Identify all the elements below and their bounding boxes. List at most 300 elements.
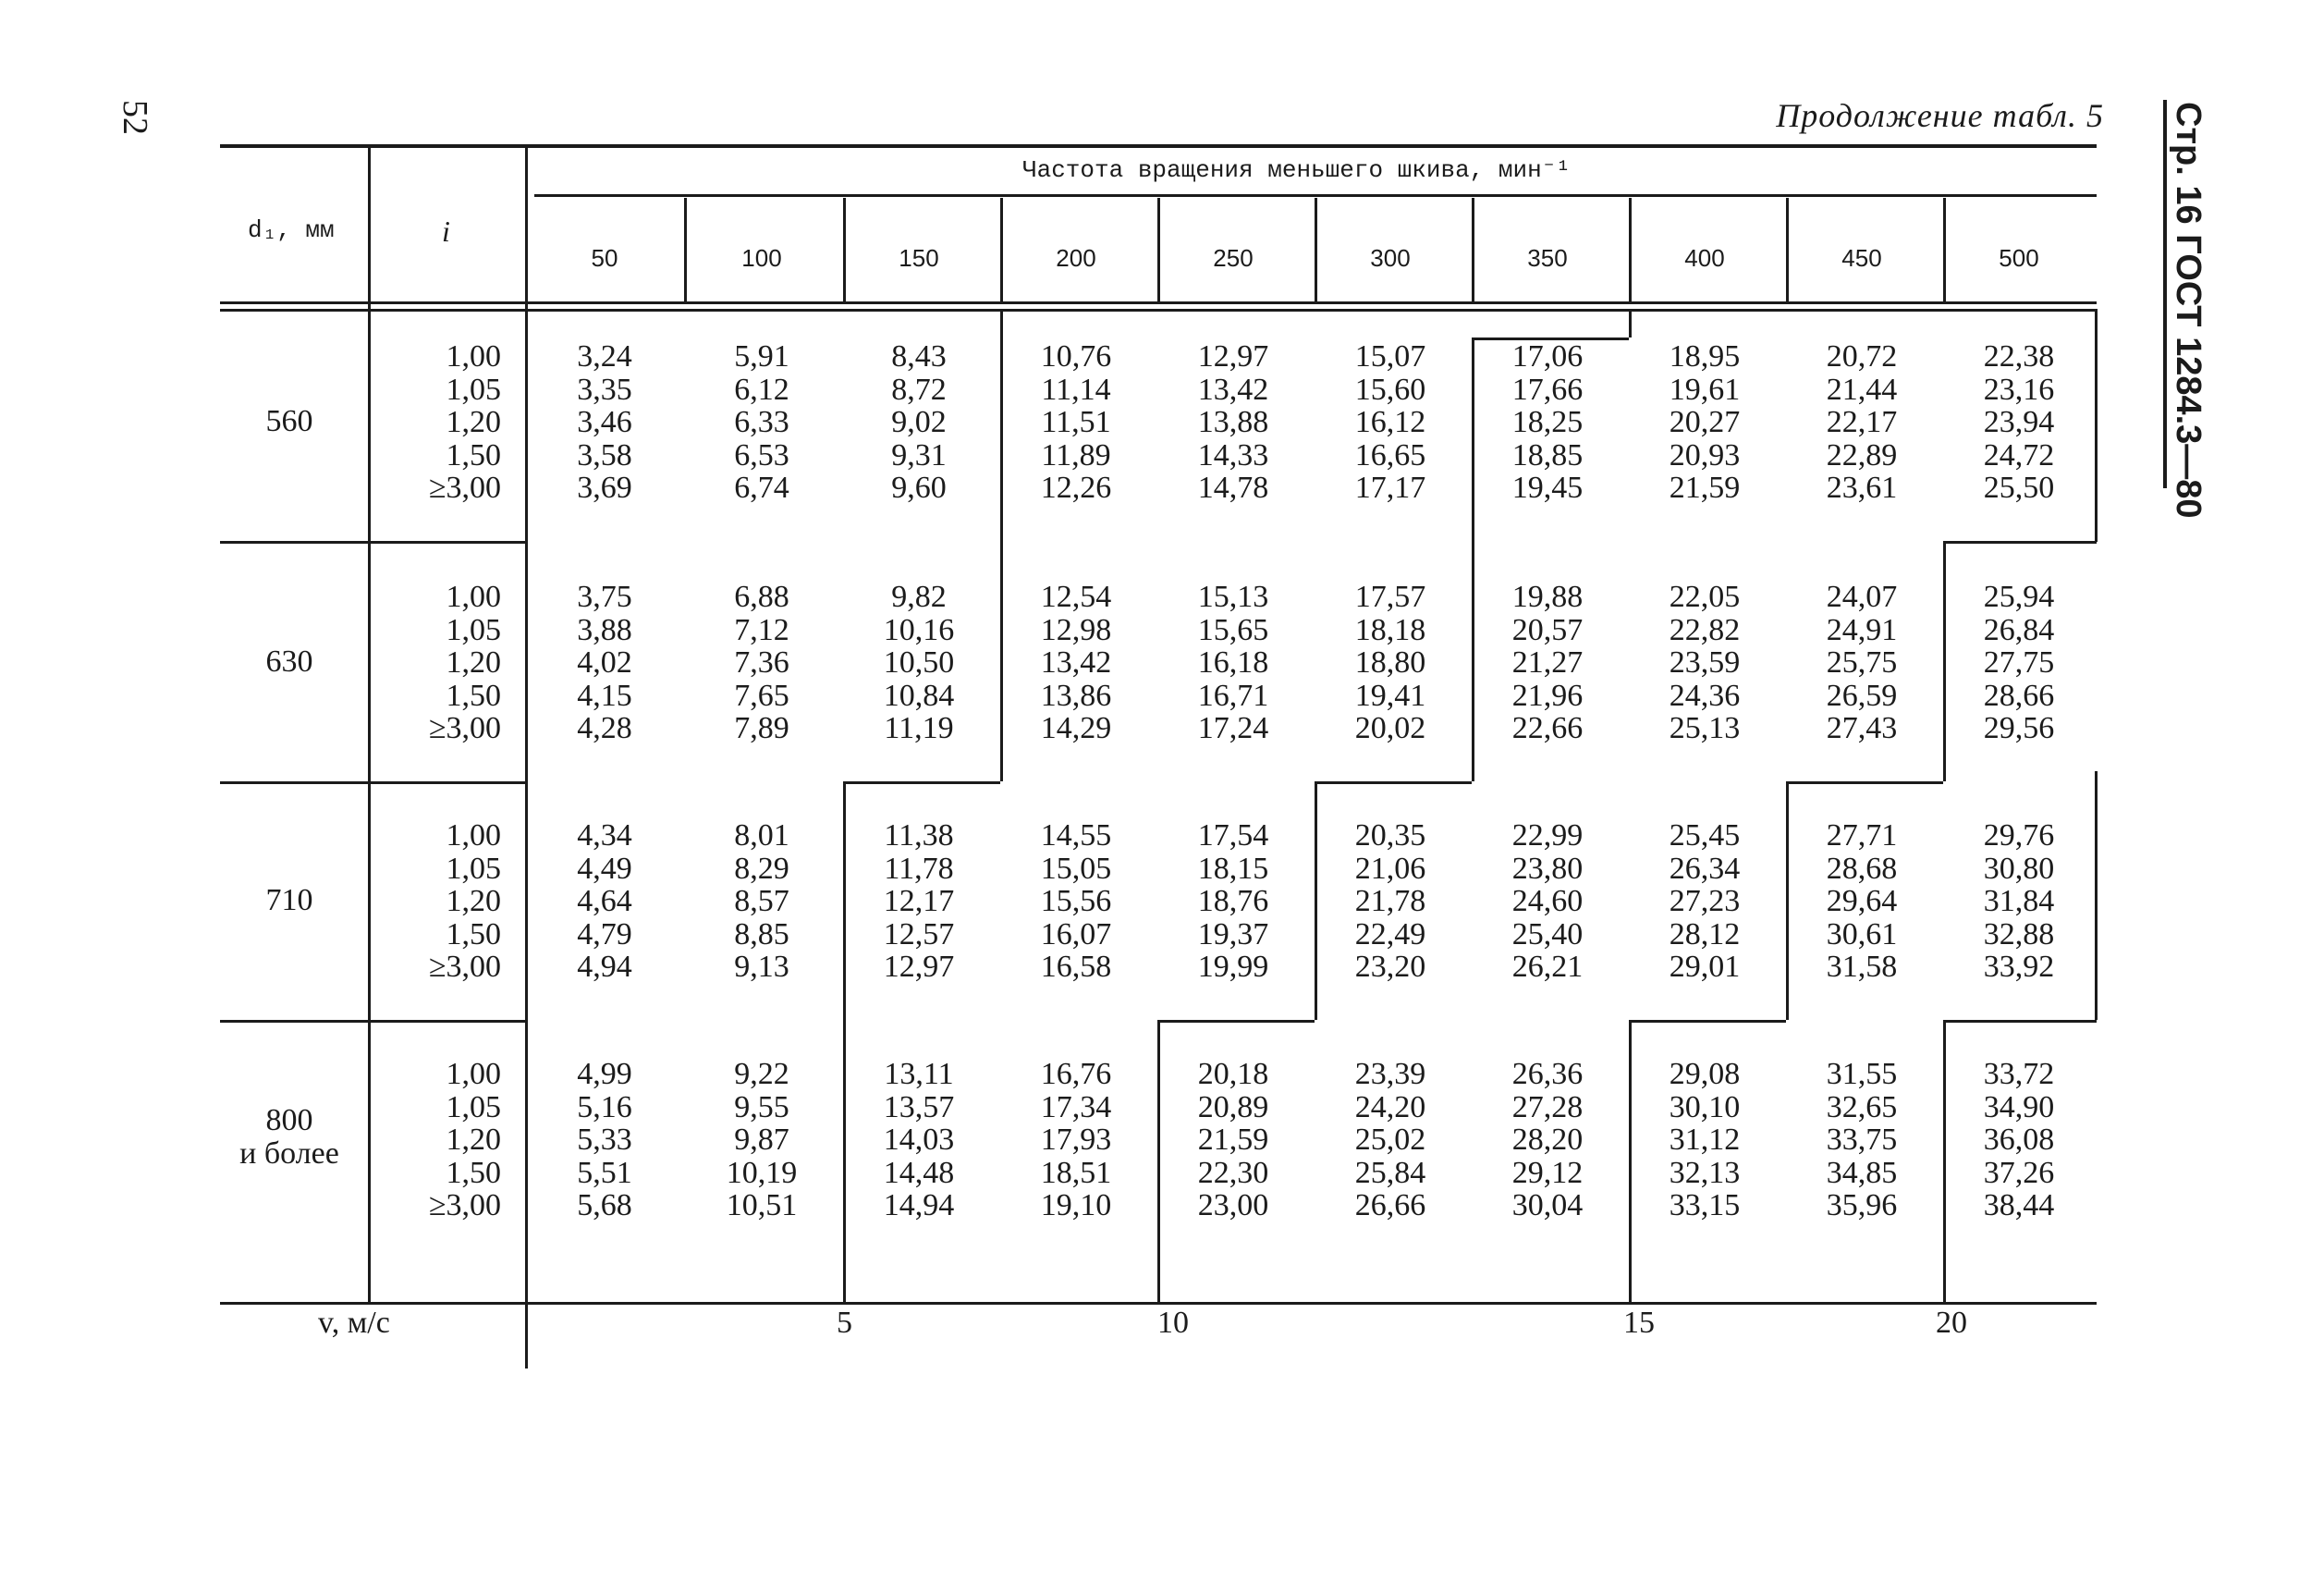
table-cell: 32,13 — [1669, 1155, 1741, 1190]
table-cell: 23,39 — [1354, 1057, 1426, 1091]
table-cell: 9,31 — [891, 437, 947, 473]
i-value: 1,05 — [446, 851, 501, 886]
table-cell: 10,76 — [1040, 339, 1112, 374]
table-cell: 7,65 — [734, 678, 789, 713]
table-cell: 30,61 — [1826, 916, 1898, 951]
table-cell: 19,10 — [1040, 1188, 1112, 1222]
table-cell: 9,13 — [734, 950, 789, 984]
table-cell: 17,57 — [1354, 580, 1426, 614]
table-cell: 8,57 — [734, 884, 789, 918]
value-column-200 — [998, 1058, 1154, 1222]
value-column-300 — [1313, 340, 1468, 505]
table-cell: 12,17 — [883, 884, 955, 918]
table-cell: 11,51 — [1041, 405, 1111, 439]
table-cell: 27,71 — [1826, 818, 1898, 853]
value-column-450 — [1784, 340, 1939, 505]
table-cell: 7,12 — [734, 612, 789, 647]
top-rule — [220, 144, 2097, 148]
table-cell: 13,42 — [1040, 645, 1112, 680]
table-cell: 12,97 — [883, 950, 955, 984]
col-header-100: 100 — [741, 244, 782, 272]
header-bottom-rule-2 — [220, 309, 2097, 312]
col-divider-d1 — [368, 148, 371, 1302]
table-cell: 14,48 — [883, 1155, 955, 1190]
table-cell: 30,80 — [1983, 851, 2055, 886]
col-header-350: 350 — [1527, 244, 1568, 272]
table-cell: 16,76 — [1040, 1057, 1112, 1091]
table-cell: 26,21 — [1511, 950, 1584, 984]
table-cell: 30,04 — [1511, 1188, 1584, 1222]
table-cell: 10,16 — [883, 612, 955, 647]
table-cell: 22,38 — [1983, 339, 2055, 374]
table-cell: 3,58 — [577, 437, 632, 473]
i-value: 1,20 — [446, 645, 501, 680]
table-cell: 5,68 — [577, 1188, 632, 1222]
table-cell: 23,80 — [1511, 851, 1584, 886]
table-cell: 9,22 — [734, 1057, 789, 1091]
header-bottom-rule-1 — [220, 301, 2097, 304]
value-column-350 — [1470, 1058, 1625, 1222]
table-cell: 12,54 — [1040, 580, 1112, 614]
v-boundary-15-step-b — [1786, 781, 1943, 784]
value-column-500 — [1941, 340, 2097, 505]
value-column-350 — [1470, 340, 1625, 505]
d1-value-1: 630 — [265, 644, 313, 679]
value-column-150 — [841, 819, 997, 984]
table-cell: 11,38 — [884, 818, 954, 853]
value-column-150 — [841, 340, 997, 505]
table-cell: 20,35 — [1354, 818, 1426, 853]
d1-value-3 — [220, 1104, 359, 1171]
side-rule — [2163, 100, 2167, 488]
value-column-500 — [1941, 581, 2097, 745]
col-header-250: 250 — [1213, 244, 1254, 272]
table-cell: 25,45 — [1669, 818, 1741, 853]
table-cell: 16,12 — [1354, 405, 1426, 439]
table-cell: 3,35 — [577, 372, 632, 407]
table-cell: 28,20 — [1511, 1123, 1584, 1157]
table-cell: 34,90 — [1983, 1089, 2055, 1124]
d1-number: 800 — [265, 1103, 313, 1137]
table-cell: 31,55 — [1826, 1057, 1898, 1091]
table-cell: 21,44 — [1826, 372, 1898, 407]
value-column-300 — [1313, 819, 1468, 984]
table-cell: 4,49 — [577, 851, 632, 886]
table-cell: 31,12 — [1669, 1123, 1741, 1157]
table-cell: 17,17 — [1354, 471, 1426, 505]
table-cell: 29,12 — [1511, 1155, 1584, 1190]
table-cell: 9,02 — [891, 405, 947, 439]
table-cell: 9,60 — [891, 471, 947, 505]
table-cell: 22,89 — [1826, 437, 1898, 473]
table-cell: 3,75 — [577, 580, 632, 614]
table-cell: 4,15 — [577, 678, 632, 713]
table-cell: 9,55 — [734, 1089, 789, 1124]
value-column-200 — [998, 340, 1154, 505]
table-cell: 22,49 — [1354, 916, 1426, 951]
table-cell: 29,56 — [1983, 711, 2055, 745]
i-value: 1,50 — [446, 678, 501, 713]
table-cell: 29,64 — [1826, 884, 1898, 918]
i-value: 1,50 — [446, 916, 501, 951]
page-number: 52 — [116, 100, 154, 135]
table-cell: 18,85 — [1511, 437, 1584, 473]
table-cell: 15,65 — [1197, 612, 1269, 647]
table-cell: 11,19 — [884, 711, 954, 745]
table-cell: 12,98 — [1040, 612, 1112, 647]
col-header-200: 200 — [1056, 244, 1096, 272]
value-column-350 — [1470, 819, 1625, 984]
velocity-label: v, м/с — [318, 1306, 390, 1340]
i-value: 1,20 — [446, 405, 501, 439]
table-cell: 8,85 — [734, 916, 789, 951]
table-cell: 20,27 — [1669, 405, 1741, 439]
table-cell: 4,02 — [577, 645, 632, 680]
table-cell: 23,61 — [1826, 471, 1898, 505]
v-boundary-15-step-c — [1943, 541, 2097, 544]
table-cell: 27,28 — [1511, 1089, 1584, 1124]
value-column-350 — [1470, 581, 1625, 745]
table-cell: 15,07 — [1354, 339, 1426, 374]
col-header-450: 450 — [1841, 244, 1882, 272]
i-values-group-1 — [379, 581, 501, 745]
col-header-300: 300 — [1370, 244, 1411, 272]
table-cell: 9,87 — [734, 1123, 789, 1157]
table-cell: 24,07 — [1826, 580, 1898, 614]
v-boundary-20-step — [1943, 1020, 2097, 1023]
table-cell: 26,36 — [1511, 1057, 1584, 1091]
table-cell: 9,82 — [891, 580, 947, 614]
value-column-400 — [1627, 581, 1782, 745]
table-cell: 17,93 — [1040, 1123, 1112, 1157]
table-cell: 29,76 — [1983, 818, 2055, 853]
value-column-50 — [527, 340, 682, 505]
table-cell: 17,54 — [1197, 818, 1269, 853]
table-cell: 11,14 — [1041, 372, 1111, 407]
table-cell: 14,94 — [883, 1188, 955, 1222]
value-column-250 — [1156, 819, 1311, 984]
table-cell: 10,84 — [883, 678, 955, 713]
i-header: i — [442, 215, 450, 248]
col-header-500: 500 — [1999, 244, 2039, 272]
i-value: 1,05 — [446, 1089, 501, 1124]
value-column-50 — [527, 819, 682, 984]
value-column-300 — [1313, 581, 1468, 745]
table-cell: 6,88 — [734, 580, 789, 614]
table-cell: 4,79 — [577, 916, 632, 951]
table-cell: 11,89 — [1041, 437, 1111, 473]
table-cell: 15,05 — [1040, 851, 1112, 886]
i-value: ≥3,00 — [428, 1188, 501, 1222]
table-cell: 15,13 — [1197, 580, 1269, 614]
table-cell: 24,36 — [1669, 678, 1741, 713]
table-cell: 21,96 — [1511, 678, 1584, 713]
table-cell: 10,19 — [726, 1155, 798, 1190]
table-cell: 18,80 — [1354, 645, 1426, 680]
value-column-400 — [1627, 1058, 1782, 1222]
table-cell: 21,59 — [1669, 471, 1741, 505]
table-cell: 3,46 — [577, 405, 632, 439]
table-cell: 12,97 — [1197, 339, 1269, 374]
table-cell: 28,12 — [1669, 916, 1741, 951]
table-cell: 19,37 — [1197, 916, 1269, 951]
table-cell: 11,78 — [884, 851, 954, 886]
table-cell: 21,78 — [1354, 884, 1426, 918]
table-cell: 20,02 — [1354, 711, 1426, 745]
table-cell: 7,36 — [734, 645, 789, 680]
row-rule-560 — [220, 541, 525, 544]
table-cell: 25,13 — [1669, 711, 1741, 745]
table-cell: 31,58 — [1826, 950, 1898, 984]
col-header-50: 50 — [591, 244, 618, 272]
table-cell: 18,15 — [1197, 851, 1269, 886]
table-cell: 13,11 — [884, 1057, 954, 1091]
table-cell: 3,24 — [577, 339, 632, 374]
v-boundary-10-step-a — [1157, 1020, 1315, 1023]
continuation-title: Продолжение табл. 5 — [1776, 97, 2104, 134]
i-value: 1,05 — [446, 372, 501, 407]
side-standard-code: Стр. 16 ГОСТ 1284.3—80 — [2169, 102, 2208, 519]
table-cell: 23,16 — [1983, 372, 2055, 407]
table-cell: 33,75 — [1826, 1123, 1898, 1157]
value-column-450 — [1784, 819, 1939, 984]
value-column-50 — [527, 1058, 682, 1222]
table-cell: 33,92 — [1983, 950, 2055, 984]
table-cell: 25,84 — [1354, 1155, 1426, 1190]
value-column-100 — [684, 1058, 839, 1222]
table-cell: 6,12 — [734, 372, 789, 407]
value-column-400 — [1627, 340, 1782, 505]
table-cell: 20,18 — [1197, 1057, 1269, 1091]
table-cell: 18,51 — [1040, 1155, 1112, 1190]
v-boundary-15-step-a — [1629, 1020, 1786, 1023]
table-cell: 22,30 — [1197, 1155, 1269, 1190]
table-cell: 8,43 — [891, 339, 947, 374]
table-cell: 17,24 — [1197, 711, 1269, 745]
col-header-400: 400 — [1684, 244, 1725, 272]
d1-header: d₁, мм — [248, 216, 335, 244]
value-column-250 — [1156, 581, 1311, 745]
table-cell: 33,15 — [1669, 1188, 1741, 1222]
table-cell: 31,84 — [1983, 884, 2055, 918]
table-cell: 19,45 — [1511, 471, 1584, 505]
i-value: 1,20 — [446, 1123, 501, 1157]
i-value: 1,00 — [446, 339, 501, 374]
table-cell: 22,17 — [1826, 405, 1898, 439]
table-cell: 13,88 — [1197, 405, 1269, 439]
table-cell: 12,26 — [1040, 471, 1112, 505]
velocity-tick-15: 15 — [1623, 1306, 1655, 1340]
i-value: 1,50 — [446, 1155, 501, 1190]
table-cell: 27,75 — [1983, 645, 2055, 680]
value-column-250 — [1156, 1058, 1311, 1222]
table-cell: 13,57 — [883, 1089, 955, 1124]
table-cell: 19,61 — [1669, 372, 1741, 407]
table-cell: 25,50 — [1983, 471, 2055, 505]
table-cell: 21,27 — [1511, 645, 1584, 680]
i-value: 1,00 — [446, 1057, 501, 1091]
table-cell: 6,33 — [734, 405, 789, 439]
table-cell: 34,85 — [1826, 1155, 1898, 1190]
table-cell: 36,08 — [1983, 1123, 2055, 1157]
table-cell: 20,89 — [1197, 1089, 1269, 1124]
table-cell: 20,93 — [1669, 437, 1741, 473]
value-column-50 — [527, 581, 682, 745]
table-cell: 25,75 — [1826, 645, 1898, 680]
table-cell: 35,96 — [1826, 1188, 1898, 1222]
table-cell: 12,57 — [883, 916, 955, 951]
value-column-150 — [841, 1058, 997, 1222]
table-cell: 14,03 — [883, 1123, 955, 1157]
table-cell: 13,42 — [1197, 372, 1269, 407]
table-cell: 26,59 — [1826, 678, 1898, 713]
table-cell: 23,00 — [1197, 1188, 1269, 1222]
value-column-500 — [1941, 1058, 2097, 1222]
v-boundary-10-top — [1629, 309, 1632, 338]
frequency-header: Частота вращения меньшего шкива, мин⁻¹ — [1022, 156, 1571, 184]
table-cell: 18,18 — [1354, 612, 1426, 647]
i-value: 1,05 — [446, 612, 501, 647]
table-cell: 22,82 — [1669, 612, 1741, 647]
col-header-150: 150 — [899, 244, 939, 272]
table-cell: 26,34 — [1669, 851, 1741, 886]
i-value: 1,20 — [446, 884, 501, 918]
value-column-150 — [841, 581, 997, 745]
table-cell: 3,88 — [577, 612, 632, 647]
velocity-tick-10: 10 — [1157, 1306, 1189, 1340]
table-cell: 27,43 — [1826, 711, 1898, 745]
table-cell: 22,99 — [1511, 818, 1584, 853]
table-cell: 10,51 — [726, 1188, 798, 1222]
table-cell: 8,29 — [734, 851, 789, 886]
freq-underline — [534, 194, 2097, 197]
i-values-group-0 — [379, 340, 501, 505]
table-cell: 14,55 — [1040, 818, 1112, 853]
table-cell: 5,51 — [577, 1155, 632, 1190]
table-cell: 32,65 — [1826, 1089, 1898, 1124]
table-cell: 26,66 — [1354, 1188, 1426, 1222]
table-cell: 28,66 — [1983, 678, 2055, 713]
table-cell: 14,33 — [1197, 437, 1269, 473]
table-cell: 26,84 — [1983, 612, 2055, 647]
value-column-400 — [1627, 819, 1782, 984]
table-cell: 23,59 — [1669, 645, 1741, 680]
table-cell: 14,29 — [1040, 711, 1112, 745]
table-bottom-rule — [220, 1302, 2097, 1305]
value-column-100 — [684, 581, 839, 745]
i-values-group-2 — [379, 819, 501, 984]
table-cell: 27,23 — [1669, 884, 1741, 918]
velocity-tick-5: 5 — [837, 1306, 852, 1340]
table-cell: 23,94 — [1983, 405, 2055, 439]
table-cell: 16,71 — [1197, 678, 1269, 713]
table-cell: 24,91 — [1826, 612, 1898, 647]
table-cell: 18,76 — [1197, 884, 1269, 918]
table-cell: 28,68 — [1826, 851, 1898, 886]
table-cell: 20,72 — [1826, 339, 1898, 374]
row-rule-710 — [220, 1020, 525, 1023]
table-cell: 4,99 — [577, 1057, 632, 1091]
v-boundary-5-step — [843, 781, 1000, 784]
table-cell: 16,18 — [1197, 645, 1269, 680]
table-cell: 4,64 — [577, 884, 632, 918]
table-cell: 30,10 — [1669, 1089, 1741, 1124]
table-cell: 29,08 — [1669, 1057, 1741, 1091]
table-cell: 25,02 — [1354, 1123, 1426, 1157]
table-cell: 6,74 — [734, 471, 789, 505]
d1-value-0: 560 — [265, 404, 313, 438]
table-cell: 22,05 — [1669, 580, 1741, 614]
table-cell: 19,88 — [1511, 580, 1584, 614]
value-column-450 — [1784, 1058, 1939, 1222]
table-cell: 18,95 — [1669, 339, 1741, 374]
table-cell: 16,07 — [1040, 916, 1112, 951]
table-cell: 5,91 — [734, 339, 789, 374]
table-cell: 10,50 — [883, 645, 955, 680]
table-cell: 13,86 — [1040, 678, 1112, 713]
table-cell: 4,34 — [577, 818, 632, 853]
table-cell: 17,06 — [1511, 339, 1584, 374]
velocity-tick-20: 20 — [1936, 1306, 1967, 1340]
table-cell: 5,16 — [577, 1089, 632, 1124]
table-cell: 8,01 — [734, 818, 789, 853]
row-rule-630 — [220, 781, 525, 784]
i-value: 1,00 — [446, 580, 501, 614]
table-cell: 18,25 — [1511, 405, 1584, 439]
table-cell: 25,94 — [1983, 580, 2055, 614]
table-cell: 20,57 — [1511, 612, 1584, 647]
table-cell: 25,40 — [1511, 916, 1584, 951]
table-cell: 32,88 — [1983, 916, 2055, 951]
value-column-100 — [684, 340, 839, 505]
value-column-200 — [998, 581, 1154, 745]
table-cell: 19,99 — [1197, 950, 1269, 984]
table-cell: 14,78 — [1197, 471, 1269, 505]
table-cell: 5,33 — [577, 1123, 632, 1157]
table-cell: 15,60 — [1354, 372, 1426, 407]
table-cell: 17,34 — [1040, 1089, 1112, 1124]
i-value: ≥3,00 — [428, 471, 501, 505]
table-cell: 6,53 — [734, 437, 789, 473]
d1-value-2: 710 — [265, 883, 313, 917]
table-cell: 22,66 — [1511, 711, 1584, 745]
table-cell: 17,66 — [1511, 372, 1584, 407]
value-column-250 — [1156, 340, 1311, 505]
value-column-200 — [998, 819, 1154, 984]
i-values-group-3 — [379, 1058, 501, 1222]
value-column-500 — [1941, 819, 2097, 984]
table-cell: 7,89 — [734, 711, 789, 745]
table-cell: 16,58 — [1040, 950, 1112, 984]
value-column-450 — [1784, 581, 1939, 745]
table-cell: 4,28 — [577, 711, 632, 745]
v-boundary-10-step-b — [1315, 781, 1472, 784]
table-cell: 21,59 — [1197, 1123, 1269, 1157]
table-cell: 23,20 — [1354, 950, 1426, 984]
d1-note: и более — [239, 1136, 339, 1171]
table-cell: 4,94 — [577, 950, 632, 984]
table-cell: 15,56 — [1040, 884, 1112, 918]
table-cell: 3,69 — [577, 471, 632, 505]
table-cell: 24,60 — [1511, 884, 1584, 918]
table-cell: 33,72 — [1983, 1057, 2055, 1091]
table-cell: 16,65 — [1354, 437, 1426, 473]
i-value: 1,00 — [446, 818, 501, 853]
value-column-300 — [1313, 1058, 1468, 1222]
table-cell: 37,26 — [1983, 1155, 2055, 1190]
i-value: ≥3,00 — [428, 711, 501, 745]
i-value: 1,50 — [446, 437, 501, 473]
